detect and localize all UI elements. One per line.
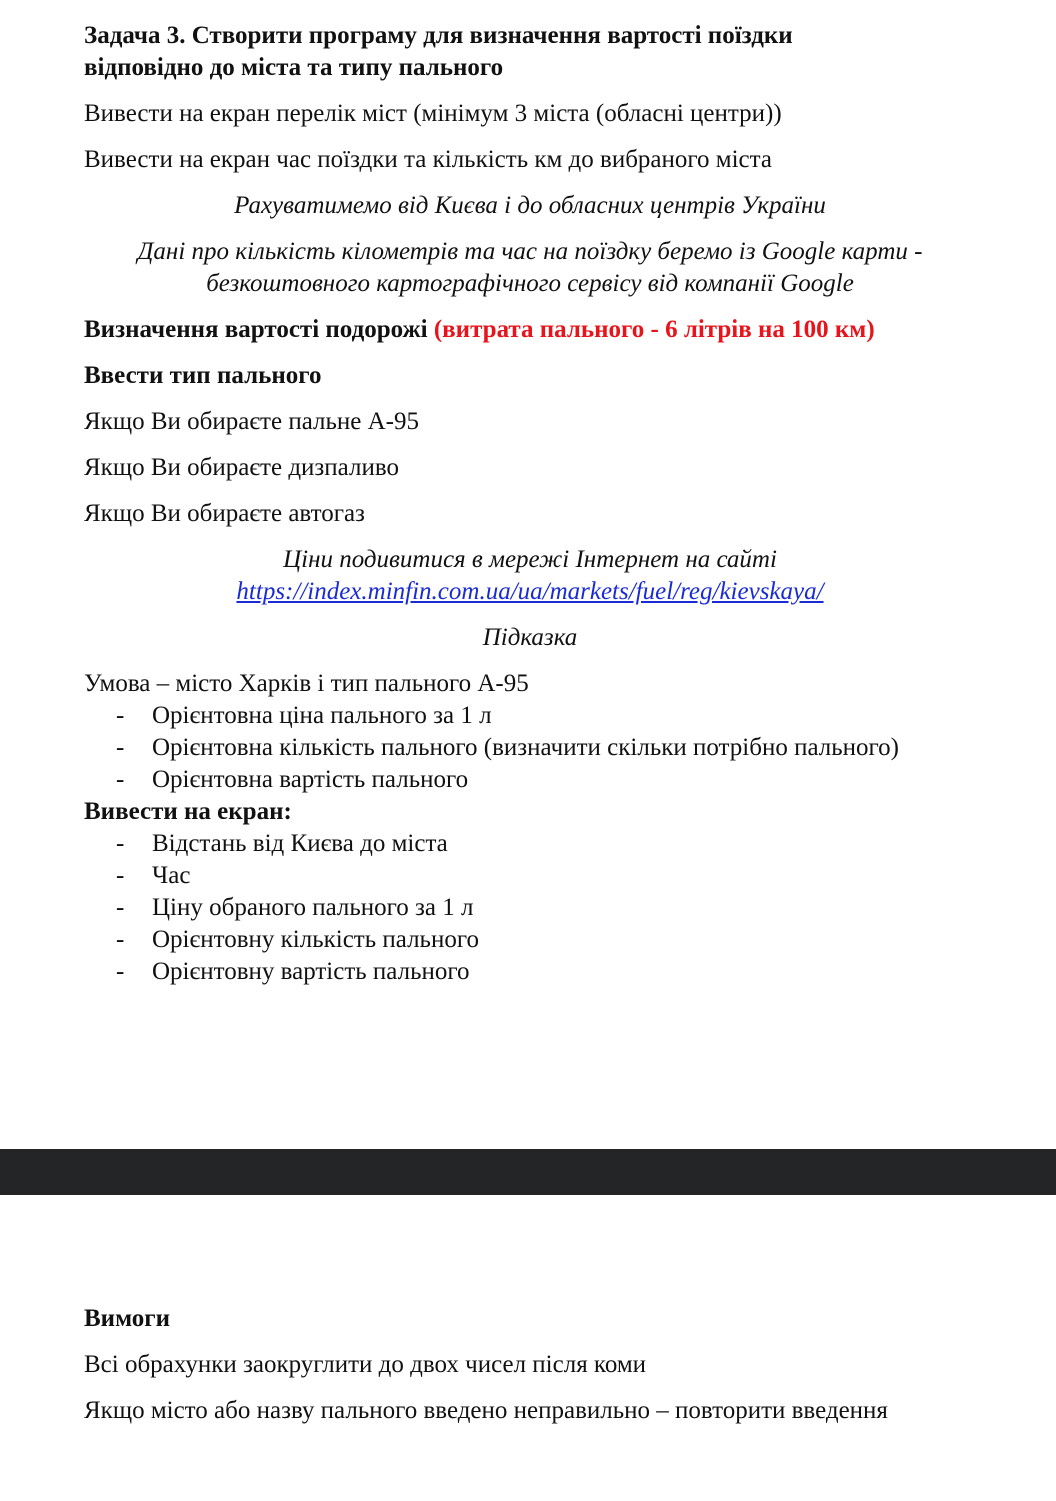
list-item [84,860,984,892]
fuel-type-heading: Ввести тип пального [84,362,322,389]
dash-bullet: - [116,702,125,729]
prices-link[interactable]: https://index.minfin.com.ua/ua/markets/fuel/reg/kievskaya/ [236,578,824,605]
note-from-kyiv: Рахуватимемо від Києва і до обласних центрів України [234,192,826,219]
requirements-rounding: Всі обрахунки заокруглити до двох чисел після коми [84,1351,647,1378]
dash-bullet: - [116,894,125,921]
fuel-option-diesel: Якщо Ви обираєте дизпаливо [84,454,399,481]
page-separator-band [0,1149,1056,1195]
dash-bullet: - [116,766,125,793]
list-item [84,956,984,988]
list-item [84,764,984,796]
output-heading: Вивести на екран: [84,798,292,825]
document-page-bottom [84,1303,984,1427]
list-item-text: Час [152,862,191,889]
list-item-text: Орієнтовну кількість пального [152,926,479,953]
cost-heading [84,314,984,346]
dash-bullet: - [116,958,125,985]
list-item [84,924,984,956]
condition-list [84,700,984,796]
cost-heading-consumption: (витрата пального - 6 літрів на 100 км) [433,316,875,343]
prices-note: Ціни подивитися в мережі Інтернет на сайті [283,546,777,573]
dash-bullet: - [116,734,125,761]
line-time-km: Вивести на екран час поїздки та кількість км до вибраного міста [84,146,772,173]
line-cities: Вивести на екран перелік міст (мінімум 3 міста (обласні центри)) [84,100,782,127]
task-title-line1: Задача 3. Створити програму для визначення вартості поїздки [84,22,793,49]
list-item [84,700,984,732]
cost-heading-text: Визначення вартості подорожі [84,316,428,343]
note-google-line2: безкоштовного картографічного сервісу від компанії Google [206,270,854,297]
list-item [84,828,984,860]
list-item-text: Орієнтовна кількість пального (визначити скільки потрібно пального) [152,734,899,761]
dash-bullet: - [116,926,125,953]
output-list [84,828,984,988]
fuel-option-a95: Якщо Ви обираєте пальне А-95 [84,408,419,435]
list-item [84,732,984,764]
fuel-option-autogas: Якщо Ви обираєте автогаз [84,500,365,527]
dash-bullet: - [116,862,125,889]
dash-bullet: - [116,830,125,857]
requirements-retry: Якщо місто або назву пального введено неправильно – повторити введення [84,1397,888,1424]
prices-link-line [84,576,976,608]
note-google-line1: Дані про кількість кілометрів та час на поїздку беремо із Google карти - [137,238,923,265]
hint-label: Підказка [482,624,578,651]
list-item-text: Орієнтовну вартість пального [152,958,470,985]
condition-line: Умова – місто Харків і тип пального А-95 [84,670,529,697]
document-page-top [84,20,984,988]
list-item-text: Відстань від Києва до міста [152,830,448,857]
list-item-text: Орієнтовна вартість пального [152,766,469,793]
list-item [84,892,984,924]
requirements-heading: Вимоги [84,1305,171,1332]
list-item-text: Орієнтовна ціна пального за 1 л [152,702,492,729]
task-title-line2: відповідно до міста та типу пального [84,54,504,81]
list-item-text: Ціну обраного пального за 1 л [152,894,474,921]
